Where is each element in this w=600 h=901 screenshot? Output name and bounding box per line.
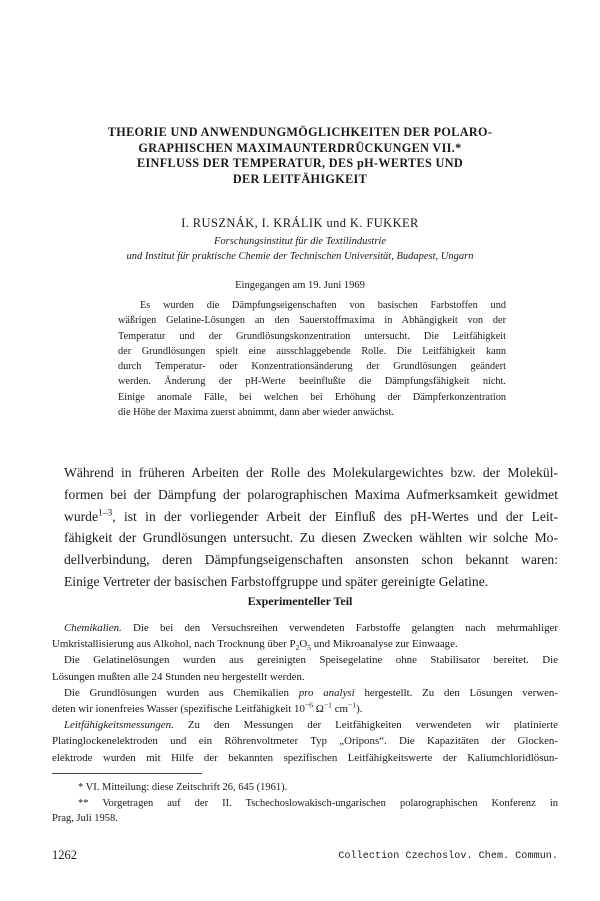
superscript: −1 bbox=[348, 701, 357, 710]
body-line bbox=[52, 685, 558, 701]
abstract-line: Einige anomale Fälle, bei welchen bei Erhöhung der Dämpferkonzentration bbox=[118, 391, 506, 403]
abstract-line: werden. Änderung der pH-Werte beeinflußte die Dämpfungsfähigkeit nicht. bbox=[118, 376, 506, 388]
intro-paragraph bbox=[64, 462, 558, 593]
title-line: THEORIE UND ANWENDUNGMÖGLICHKEITEN DER POLARO- bbox=[107, 125, 493, 139]
body-text-run: Ω bbox=[313, 703, 324, 716]
intro-text: , ist in der vorliegender Arbeit der Einfluß des pH-Wertes und der Leit- bbox=[112, 508, 558, 524]
body-text-run: ). bbox=[356, 703, 363, 716]
body-text bbox=[52, 620, 558, 766]
abstract-line: durch Temperatur- oder Konzentrationsänderung der Grundlösungen geändert bbox=[118, 361, 506, 373]
intro-line: dellverbindung, deren Dämpfungseigenschaften ansonsten schon bekannt waren: bbox=[64, 552, 558, 568]
intro-line: Einige Vertreter der basischen Farbstoffgruppe und später gereinigte Gelatine. bbox=[64, 573, 489, 589]
body-text-run: deten wir ionenfreies Wasser (spezifische Leitfähigkeit 10 bbox=[52, 703, 305, 716]
body-text-run: cm bbox=[332, 703, 349, 716]
body-line: Die Gelatinelösungen wurden aus gereinigten Speisegelatine ohne Stabilisator bereitet. Die bbox=[64, 654, 558, 667]
body-line: elektrode wurden mit Hilfe der bekannten spezifischen Leitfähigkeitswerte der Kaliumchloridlösun- bbox=[52, 751, 558, 764]
section-heading: Experimenteller Teil bbox=[247, 594, 353, 608]
body-line: Platinglockenelektroden und ein Röhrenvoltmeter Typ „Oripons“. Die Kapazitäten der Glocken- bbox=[52, 735, 558, 748]
authors: I. RUSZNÁK, I. KRÁLIK und K. FUKKER bbox=[181, 216, 419, 230]
body-line bbox=[52, 717, 558, 733]
abstract-line: Es wurden die Dämpfungseigenschaften von basischen Farbstoffen und bbox=[140, 300, 506, 311]
body-text-run: Umkristallisierung aus Alkohol, nach Trocknung über P bbox=[52, 638, 296, 651]
abstract-line: Temperatur und der Grundlösungskonzentration untersucht. Die Leitfähigkeit bbox=[118, 330, 506, 342]
abstract-line: der Grundlösungen spielt eine ausschlaggebende Rolle. Die Leitfähigkeit kann bbox=[118, 345, 506, 357]
intro-line: Während in früheren Arbeiten der Rolle des Molekulargewichtes bzw. der Molekül- bbox=[64, 465, 558, 480]
received-date: Eingegangen am 19. Juni 1969 bbox=[235, 280, 365, 291]
body-text-run: Die bei den Versuchsreihen verwendeten Farbstoffe gelangten nach mehrmahliger bbox=[121, 622, 558, 634]
intro-line bbox=[64, 506, 558, 528]
footnote: ** Vorgetragen auf der II. Tschechoslowakisch-ungarischen polarographischen Konferenz in bbox=[78, 797, 558, 809]
footnote: Prag, Juli 1958. bbox=[52, 813, 118, 824]
abstract-line: die Höhe der Maxima zuerst abnimmt, dann aber wieder anwächst. bbox=[118, 407, 394, 419]
page-number: 1262 bbox=[52, 848, 77, 862]
subscript: 2 bbox=[295, 643, 300, 653]
superscript: −6 bbox=[304, 701, 314, 710]
body-text-run: und Mikroanalyse zur Einwaage. bbox=[311, 638, 458, 651]
paragraph-label: Leitfähigkeitsmessungen. bbox=[64, 719, 174, 732]
journal-name: Collection Czechoslov. Chem. Commun. bbox=[338, 851, 558, 862]
body-text-run: Die Grundlösungen wurden aus Chemikalien bbox=[64, 686, 299, 699]
footnotes bbox=[52, 780, 558, 827]
body-text-run: O bbox=[299, 638, 308, 651]
intro-line: fähigkeit der Grundlösungen untersucht. Zu diesen Zwecken wählten wir solche Mo- bbox=[64, 530, 558, 546]
body-line bbox=[52, 636, 558, 652]
italic-term: pro analysi bbox=[298, 686, 355, 699]
footnote-rule bbox=[52, 773, 202, 774]
body-line bbox=[52, 701, 558, 717]
subscript: 5 bbox=[307, 643, 312, 653]
body-text-run: Zu den Messungen der Leitfähigkeiten verwendeten wir platinierte bbox=[173, 719, 558, 732]
body-text-run: hergestellt. Zu den Lösungen verwen- bbox=[354, 686, 558, 699]
title-line: GRAPHISCHEN MAXIMAUNTERDRÜCKUNGEN VII.* bbox=[138, 140, 462, 155]
intro-text: wurde bbox=[64, 508, 98, 524]
article-title bbox=[60, 125, 540, 187]
body-line: Lösungen mußten alle 24 Stunden neu hergestellt werden. bbox=[52, 670, 305, 683]
abstract-line: wäßrigen Gelatine-Lösungen an den Sauerstoffmaxima in Abhängigkeit von der bbox=[118, 315, 506, 327]
footnote: * VI. Mitteilung: diese Zeitschrift 26, 645 (1961). bbox=[78, 782, 288, 793]
title-line: DER LEITFÄHIGKEIT bbox=[232, 171, 368, 186]
body-line bbox=[52, 620, 558, 636]
intro-line: formen bei der Dämpfung der polarographischen Maxima Aufmerksamkeit gewidmet bbox=[64, 486, 558, 502]
superscript: −1 bbox=[323, 701, 332, 710]
abstract bbox=[118, 298, 506, 420]
citation-superscript: 1–3 bbox=[97, 508, 113, 519]
affiliation-line: und Institut für praktische Chemie der Technischen Universität, Budapest, Ungarn bbox=[126, 251, 474, 262]
affiliation-line: Forschungsinstitut für die Textilindustrie bbox=[214, 236, 386, 247]
title-line: EINFLUSS DER TEMPERATUR, DES pH-WERTES UND bbox=[136, 156, 463, 170]
paragraph-label: Chemikalien. bbox=[64, 622, 122, 634]
